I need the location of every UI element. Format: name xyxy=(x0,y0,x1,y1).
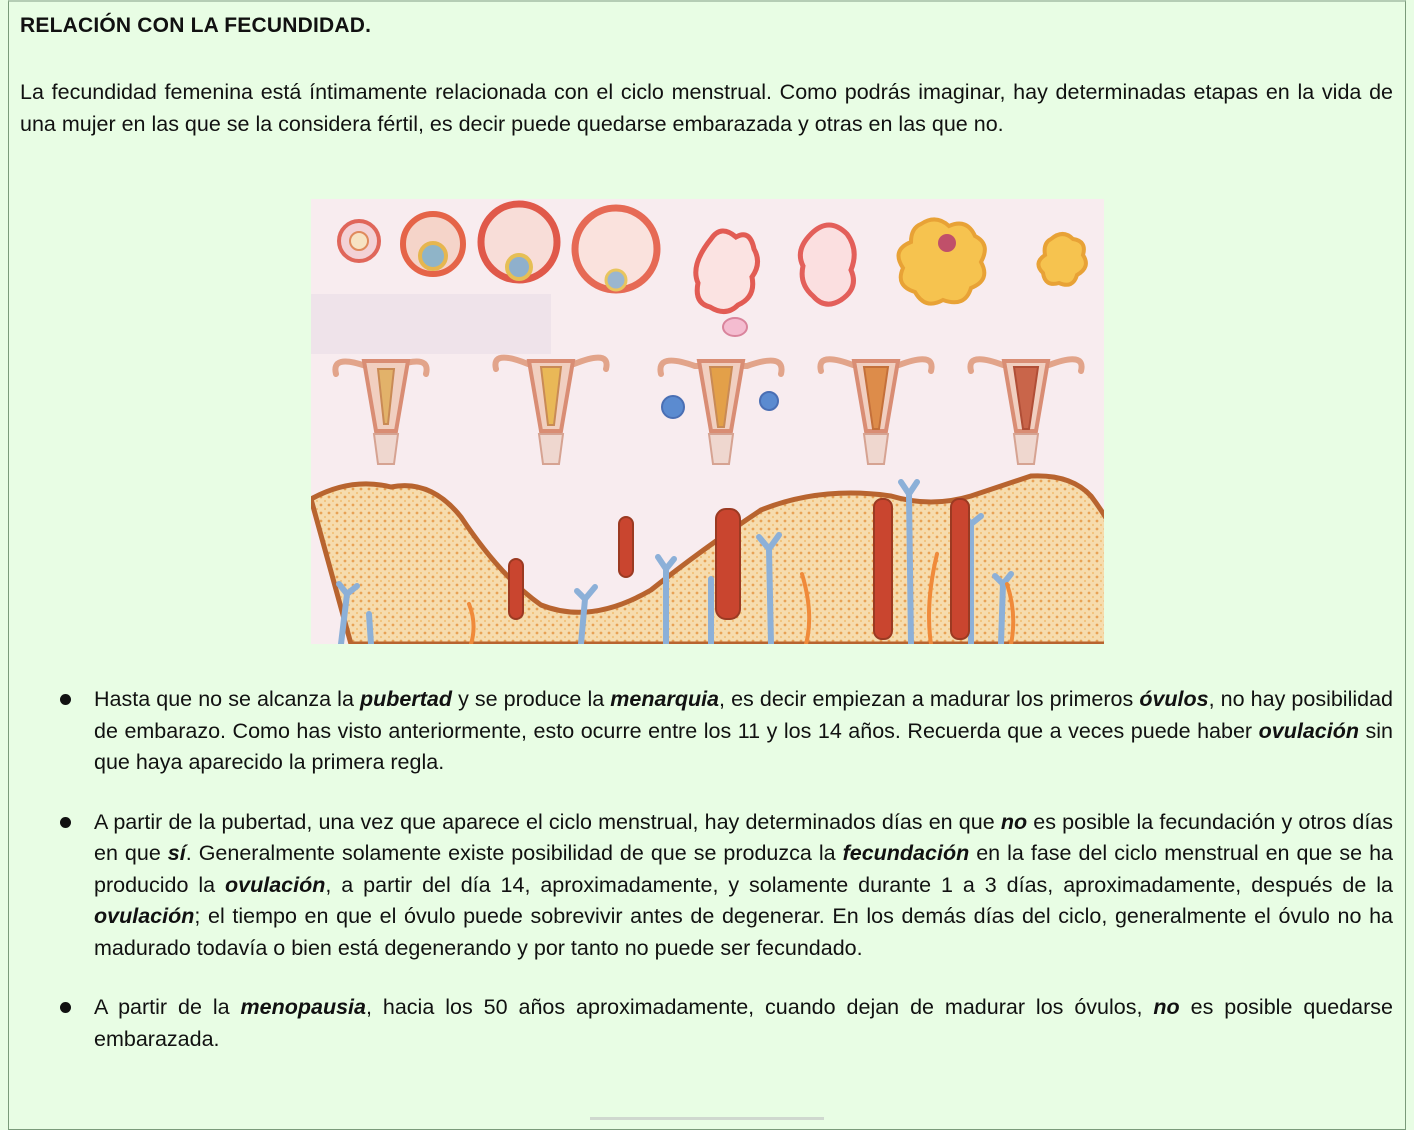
menstrual-cycle-illustration xyxy=(311,199,1104,644)
bullet-text: y se produce la xyxy=(451,687,611,711)
bullet-text: A partir de la xyxy=(94,995,241,1019)
keyword: ovulación xyxy=(1258,718,1359,743)
section-title: RELACIÓN CON LA FECUNDIDAD. xyxy=(20,14,372,37)
bullet-text: sin que haya aparecido la primera regla. xyxy=(94,718,1393,774)
bullet-text: ; el tiempo en que el óvulo puede sobrevivir antes de degenerar. En los demás días del ciclo, generalmente el óvulo no ha madurado todavía o bien está degenerando y por tanto no puede ser fecundado. xyxy=(94,904,1393,960)
bullet-text: Hasta que no se alcanza la xyxy=(94,687,360,711)
bullet-text: A partir de la pubertad, una vez que aparece el ciclo menstrual, hay determinados días en que xyxy=(94,809,1001,834)
intro-paragraph: La fecundidad femenina está íntimamente relacionada con el ciclo menstrual. Como podrás imaginar, hay determinadas etapas en la vida de una mujer en las que se la considera fértil, es decir puede quedarse embarazada y otras en las que no. xyxy=(20,80,1393,136)
bullet-menstrual-cycle xyxy=(94,807,1393,965)
keyword: sí xyxy=(167,841,186,865)
keyword: ovulación xyxy=(94,904,195,928)
keyword: pubertad xyxy=(360,687,452,711)
bullet-text: es posible quedarse embarazada. xyxy=(94,995,1393,1051)
keyword: menopausia xyxy=(240,995,366,1019)
bullet-puberty xyxy=(94,684,1393,779)
bullet-text: es posible la fecundación y otros días en que xyxy=(94,809,1393,865)
keyword: ovulación xyxy=(225,872,326,897)
keyword: óvulos xyxy=(1139,687,1209,711)
bullet-text: , a partir del día 14, aproximadamente, y solamente durante 1 a 3 días, aproximadamente, después de la xyxy=(325,872,1393,897)
keyword: fecundación xyxy=(842,841,970,865)
bullet-text: , no hay posibilidad de embarazo. Como has visto anteriormente, esto ocurre entre los 11 y los 14 años. Recuerda que a veces puede haber xyxy=(94,687,1394,743)
keyword: menarquia xyxy=(610,687,720,711)
bullet-text: en la fase del ciclo menstrual en que se ha producido la xyxy=(94,841,1394,897)
bullet-menopause xyxy=(94,992,1393,1055)
menstrual-cycle-drawing xyxy=(311,199,1104,644)
fecundity-bullet-list xyxy=(20,684,1393,1083)
bullet-text: , hacia los 50 años aproximadamente, cuando dejan de madurar los óvulos, xyxy=(365,995,1154,1019)
keyword: no xyxy=(1000,809,1028,834)
bullet-text: , es decir empiezan a madurar los primeros xyxy=(719,687,1140,711)
bullet-text: . Generalmente solamente existe posibilidad de que se produzca la xyxy=(185,841,843,865)
keyword: no xyxy=(1153,995,1180,1019)
